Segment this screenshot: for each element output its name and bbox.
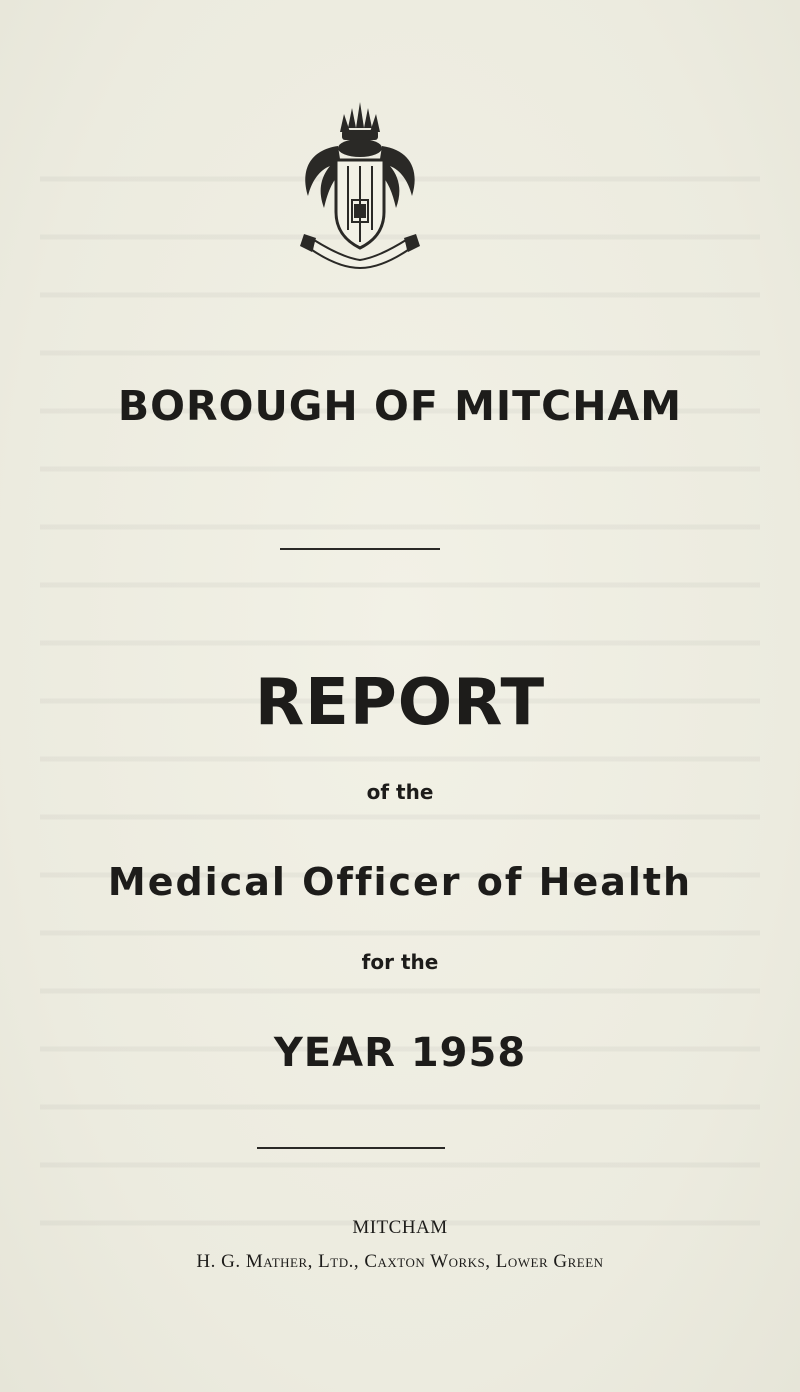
divider-rule-lower <box>257 1147 445 1149</box>
borough-title: BOROUGH OF MITCHAM <box>117 382 683 430</box>
imprint-place: MITCHAM <box>352 1217 448 1238</box>
report-year: YEAR 1958 <box>273 1030 527 1076</box>
report-title: REPORT <box>254 666 546 740</box>
coat-of-arms-icon <box>290 100 430 270</box>
for-the-text: for the <box>361 950 439 974</box>
of-the-text: of the <box>366 780 434 804</box>
printer-imprint: H. G. Mather, Ltd., Caxton Works, Lower Green <box>196 1251 604 1272</box>
medical-officer-title: Medical Officer of Health <box>107 860 693 904</box>
divider-rule-upper <box>280 548 440 550</box>
